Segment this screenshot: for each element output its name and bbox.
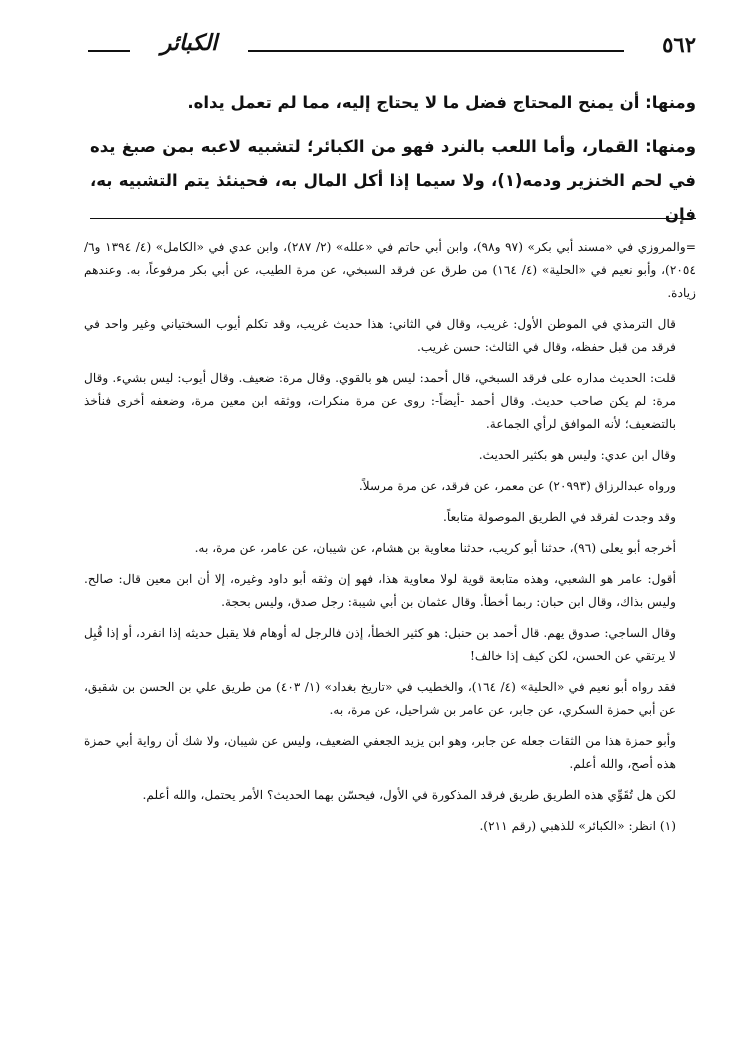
header-rule: [248, 50, 624, 52]
running-title: الكبائر: [160, 30, 218, 56]
footnote-paragraph: قال الترمذي في الموطن الأول: غريب، وقال في الثاني: هذا حديث غريب، وقد تكلم أيوب السختياني وغير واحد في فرقد من قبل حفظه، وقال في الثالث: حسن غريب.: [84, 317, 676, 354]
footnote-paragraph: أقول: عامر هو الشعبي، وهذه متابعة قوية لولا معاوية هذا، فهو إن وثقه أبو داود وغيره، إلا أن ابن معين قال: صالح. وليس بذاك، وقال ابن حبان: ربما أخطأ. وقال عثمان بن أبي شيبة: رجل صدق، وليس بحجة.: [84, 572, 676, 609]
footnote-paragraph: وأبو حمزة هذا من الثقات جعله عن جابر، وهو ابن يزيد الجعفي الضعيف، وليس عن شيبان، ولا شك أن رواية أبي حمزة هذه أصح، والله أعلم.: [84, 734, 676, 771]
footnote-paragraph: فقد رواه أبو نعيم في «الحلية» (٤/ ١٦٤)، والخطيب في «تاريخ بغداد» (١/ ٤٠٣) من طريق علي بن الحسن بن شقيق، عن أبي حمزة السكري، عن جابر، عن عامر بن شراحيل، عن مرة، به.: [84, 680, 676, 717]
footnotes: [84, 236, 696, 846]
header-rule-left: [88, 50, 130, 52]
footnote-reference: (١) انظر: «الكبائر» للذهبي (رقم ٢١١).: [479, 819, 676, 833]
footnote-paragraph: لكن هل تُقَوِّي هذه الطريق طريق فرقد المذكورة في الأول، فيحسّن بهما الحديث؟ الأمر يحتمل، والله أعلم.: [142, 788, 676, 802]
page-number: ٥٦٢: [662, 32, 696, 57]
main-paragraph: ومنها: القمار، وأما اللعب بالنرد فهو من الكبائر؛ لتشبيه لاعبه بمن صبغ يده في لحم الخنزير ودمه(١)، ولا سيما إذا أكل المال به، فحينئذ يتم التشبيه به، فإن: [90, 137, 696, 224]
main-paragraph: ومنها: أن يمنح المحتاج فضل ما لا يحتاج إليه، مما لم تعمل يداه.: [187, 93, 696, 112]
footnote-paragraph: وقال ابن عدي: وليس هو بكثير الحديث.: [478, 448, 676, 462]
footnote-paragraph: وقال الساجي: صدوق يهم. قال أحمد بن حنبل: هو كثير الخطأ، إذن فالرجل له أوهام فلا يقبل حديثه إذا انفرد، أو إذا قُبِل لا يرتقي عن الحسن، لكن كيف إذا خالف!: [84, 626, 676, 663]
footnote-paragraph: قلت: الحديث مداره على فرقد السبخي، قال أحمد: ليس هو بالقوي. وقال مرة: ضعيف. وقال أيوب: ليس بشيء. وقال مرة: لم يكن صاحب حديث. وقال أحمد -أيضاً-: روى عن مرة منكرات، ووثقه ابن معين مرة، وضعفه أخرى فنأخذ بالتضعيف؛ لأنه الموافق لرأي الجماعة.: [84, 371, 676, 431]
footnote-paragraph: =والمروزي في «مسند أبي بكر» (٩٧ و٩٨)، وابن أبي حاتم في «علله» (٢/ ٢٨٧)، وابن عدي في «الكامل» (٤/ ١٣٩٤ و٦/ ٢٠٥٤)، وأبو نعيم في «الحلية» (٤/ ١٦٤) من طرق عن فرقد السبخي، عن مرة الطيب، عن أبي بكر مرفوعاً، به. وعندهم زيادة.: [84, 240, 697, 300]
footnote-paragraph: أخرجه أبو يعلى (٩٦)، حدثنا أبو كريب، حدثنا معاوية بن هشام، عن شيبان، عن عامر، عن مرة، به.: [194, 541, 676, 555]
footnote-separator: [90, 218, 696, 219]
page-header: [88, 32, 696, 62]
footnote-paragraph: ورواه عبدالرزاق (٢٠٩٩٣) عن معمر، عن فرقد، عن مرة مرسلاً.: [358, 479, 676, 493]
footnote-paragraph: وقد وجدت لفرقد في الطريق الموصولة متابعاً.: [443, 510, 676, 524]
